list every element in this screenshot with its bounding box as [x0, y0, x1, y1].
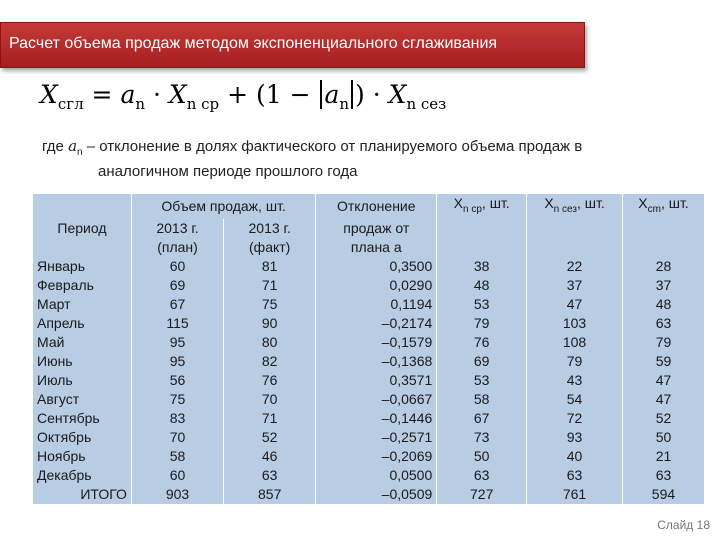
cell-xncp: 67: [437, 409, 527, 428]
cell-xsm: 63: [622, 314, 704, 333]
header-row-1: [33, 194, 704, 219]
cell-plan: 60: [131, 466, 223, 485]
cell-xncp: 76: [437, 333, 527, 352]
cell-xnsez: 54: [527, 390, 623, 409]
cell-xsm: 50: [622, 428, 704, 447]
cell-dev: –0,0509: [316, 485, 437, 504]
formula-note: [42, 137, 662, 181]
cell-xsm: 79: [622, 333, 704, 352]
total-row: [33, 485, 704, 504]
cell-period: Июнь: [37, 352, 73, 369]
cell-xnsez: 40: [527, 447, 623, 466]
cell-fact: 71: [224, 409, 316, 428]
cell-xnsez: 43: [527, 371, 623, 390]
cell-xsm: 21: [622, 447, 704, 466]
header-fact-label: (факт): [224, 238, 316, 257]
table-row: [33, 276, 704, 295]
cell-dev: –0,1368: [316, 352, 437, 371]
cell-plan: 115: [131, 314, 223, 333]
header-xsm-main: X: [638, 195, 648, 211]
cell-fact: 76: [224, 371, 316, 390]
formula-lhs-var: X: [40, 80, 58, 109]
table-row: [33, 295, 704, 314]
header-xncp: [437, 194, 527, 219]
cell-plan: 95: [131, 333, 223, 352]
cell-xnsez: 761: [527, 485, 623, 504]
cell-xsm: 37: [622, 276, 704, 295]
cell-xnsez: 72: [527, 409, 623, 428]
table-row: [33, 352, 704, 371]
cell-period: Август: [37, 390, 80, 407]
cell-fact: 857: [224, 485, 316, 504]
cell-plan: 60: [131, 257, 223, 276]
header-volume-group: Объем продаж, шт.: [131, 194, 315, 219]
cell-period: Февраль: [37, 276, 94, 293]
cell-fact: 71: [224, 276, 316, 295]
header-plan-year: 2013 г.: [131, 219, 223, 238]
cell-xsm: 48: [622, 295, 704, 314]
table-row: [33, 447, 704, 466]
cell-xncp: 79: [437, 314, 527, 333]
cell-xnsez: 79: [527, 352, 623, 371]
table-row: [33, 409, 704, 428]
cell-fact: 82: [224, 352, 316, 371]
cell-xsm: 28: [622, 257, 704, 276]
cell-plan: 67: [131, 295, 223, 314]
cell-period: Ноябрь: [37, 447, 86, 464]
cell-fact: 81: [224, 257, 316, 276]
cell-dev: 0,3500: [316, 257, 437, 276]
cell-xncp: 53: [437, 371, 527, 390]
cell-xnsez: 108: [527, 333, 623, 352]
formula-alpha-sub: n: [135, 95, 146, 113]
table-row: [33, 428, 704, 447]
header-xnsez-main: X: [544, 195, 554, 211]
cell-xsm: 52: [622, 409, 704, 428]
header-deviation-line3: плана a: [316, 238, 437, 257]
cell-xsm: 59: [622, 352, 704, 371]
title-bar: [0, 22, 585, 68]
formula-alpha: a: [120, 80, 136, 109]
cell-xncp: 53: [437, 295, 527, 314]
cell-xncp: 38: [437, 257, 527, 276]
cell-xsm: 47: [622, 390, 704, 409]
header-row-2: [33, 219, 704, 238]
cell-dev: –0,2174: [316, 314, 437, 333]
cell-period: Май: [37, 333, 65, 350]
header-xsm-sub: cm: [647, 203, 661, 215]
header-deviation-line1: Отклонение: [316, 194, 437, 219]
cell-dev: 0,1194: [316, 295, 437, 314]
table-row: [33, 371, 704, 390]
cell-period: ИТОГО: [80, 485, 127, 502]
table-row: [33, 390, 704, 409]
formula-x2: X: [388, 80, 407, 109]
sales-table: [33, 194, 704, 504]
header-deviation-line2: продаж от: [316, 219, 437, 238]
cell-xncp: 727: [437, 485, 527, 504]
header-period: Период: [57, 219, 107, 236]
table-row: [33, 466, 704, 485]
cell-xncp: 69: [437, 352, 527, 371]
cell-fact: 75: [224, 295, 316, 314]
cell-dev: –0,1579: [316, 333, 437, 352]
formula: $X_{сгл} = a_n \cdot X_{n ср} + (1 - a_n$ ) · $X_{n сез}$: [40, 80, 447, 113]
cell-xnsez: 47: [527, 295, 623, 314]
cell-xnsez: 63: [527, 466, 623, 485]
table-row: [33, 257, 704, 276]
cell-fact: 70: [224, 390, 316, 409]
formula-abs: [320, 80, 353, 113]
cell-fact: 80: [224, 333, 316, 352]
header-fact-year: 2013 г.: [224, 219, 316, 238]
note-rest: – отклонение в долях фактического от планируемого объема продаж в: [82, 138, 583, 155]
cell-xncp: 73: [437, 428, 527, 447]
cell-plan: 95: [131, 352, 223, 371]
cell-xsm: 594: [622, 485, 704, 504]
header-xnsez: [527, 194, 623, 219]
cell-xncp: 50: [437, 447, 527, 466]
cell-period: Сентябрь: [37, 409, 100, 426]
header-xncp-unit: , шт.: [481, 195, 510, 211]
formula-x2-sub: n сез: [406, 95, 447, 113]
header-xncp-sub: n ср: [463, 203, 482, 215]
note-line2: аналогичном периоде прошлого года: [98, 163, 358, 180]
cell-period: Октябрь: [37, 428, 92, 445]
cell-plan: 83: [131, 409, 223, 428]
cell-plan: 70: [131, 428, 223, 447]
slide-title: Расчет объема продаж методом экспоненциального сглаживания: [9, 35, 498, 52]
cell-period: Июль: [37, 371, 73, 388]
note-alpha: a: [68, 137, 78, 155]
cell-plan: 75: [131, 390, 223, 409]
header-plan-label: (план): [131, 238, 223, 257]
cell-plan: 58: [131, 447, 223, 466]
formula-lhs-sub: сгл: [57, 95, 84, 113]
cell-xnsez: 103: [527, 314, 623, 333]
cell-xncp: 58: [437, 390, 527, 409]
cell-dev: –0,2069: [316, 447, 437, 466]
cell-dev: 0,0500: [316, 466, 437, 485]
formula-abs-alpha: a: [324, 80, 340, 109]
cell-xnsez: 22: [527, 257, 623, 276]
cell-period: Апрель: [37, 314, 85, 331]
cell-plan: 69: [131, 276, 223, 295]
header-xsm-unit: , шт.: [660, 195, 689, 211]
note-prefix: где: [42, 138, 69, 155]
header-xncp-main: X: [453, 195, 464, 211]
cell-period: Январь: [37, 257, 85, 274]
table-row: [33, 314, 704, 333]
cell-period: Декабрь: [37, 466, 92, 483]
cell-dev: 0,3571: [316, 371, 437, 390]
header-xsm: [622, 194, 704, 219]
cell-xsm: 63: [622, 466, 704, 485]
cell-xsm: 47: [622, 371, 704, 390]
header-xnsez-unit: , шт.: [576, 195, 605, 211]
slide-number: Слайд 18: [657, 518, 710, 532]
header-xnsez-sub: n сез: [553, 203, 577, 215]
cell-fact: 46: [224, 447, 316, 466]
table-row: [33, 333, 704, 352]
cell-period: Март: [37, 295, 71, 312]
cell-dev: –0,0667: [316, 390, 437, 409]
cell-xnsez: 93: [527, 428, 623, 447]
cell-xncp: 63: [437, 466, 527, 485]
cell-fact: 52: [224, 428, 316, 447]
header-row-3: [33, 238, 704, 257]
note-alpha-sub: n: [77, 147, 83, 158]
cell-xnsez: 37: [527, 276, 623, 295]
cell-dev: –0,2571: [316, 428, 437, 447]
formula-x1-sub: n ср: [186, 95, 220, 113]
formula-abs-alpha-sub: n: [339, 95, 350, 113]
cell-plan: 56: [131, 371, 223, 390]
cell-xncp: 48: [437, 276, 527, 295]
cell-fact: 90: [224, 314, 316, 333]
formula-x1: X: [168, 80, 187, 109]
cell-dev: 0,0290: [316, 276, 437, 295]
cell-fact: 63: [224, 466, 316, 485]
cell-dev: –0,1446: [316, 409, 437, 428]
cell-plan: 903: [131, 485, 223, 504]
